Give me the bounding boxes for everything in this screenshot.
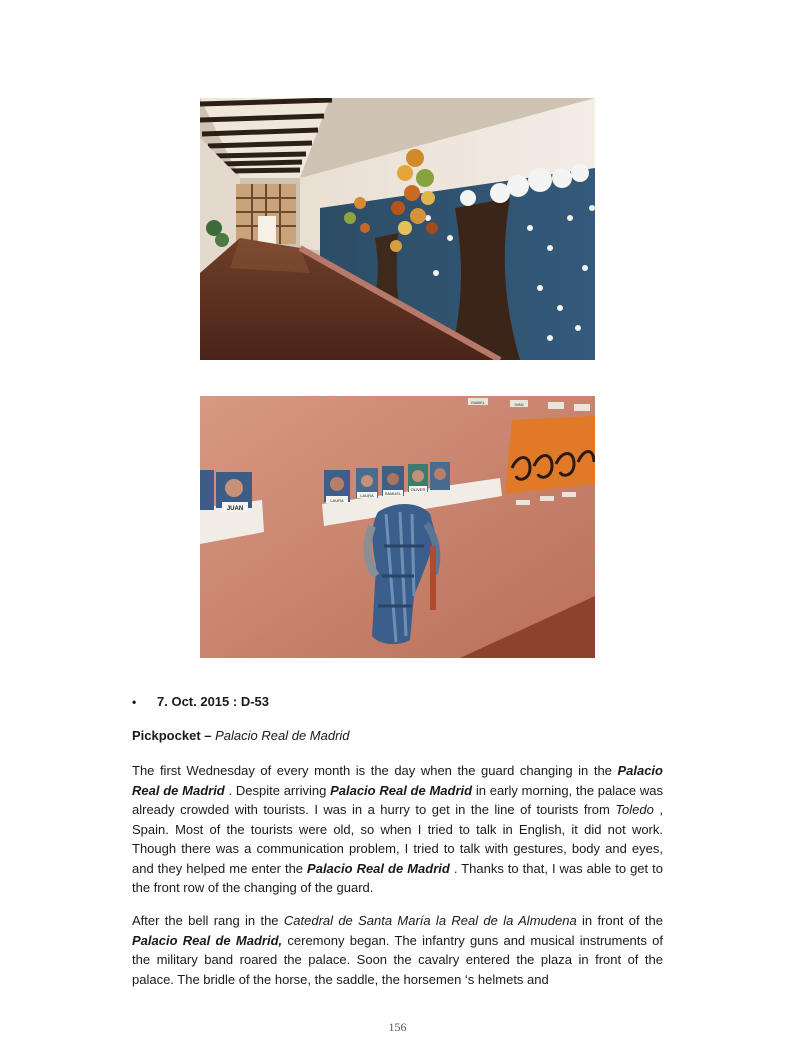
name-card-label: OLIVER [410,487,426,492]
name-card-label: LAURA [360,493,374,498]
page-number: 156 [388,1020,407,1034]
name-card-label: ISABEL [470,400,486,405]
city-name: Toledo [615,802,654,817]
name-card-label: IVAN [514,402,524,407]
paragraph-text: . Thanks to that, I was able to get to the front row of the changing of the guard. [132,860,663,895]
place-name: Palacio Real de Madrid [330,782,473,798]
place-name: Palacio Real de Madrid [307,860,450,876]
name-card-label: LAURA [330,498,344,503]
entry-date-line [132,694,269,709]
bullet: • [132,695,137,709]
entry-subheading [132,728,350,743]
name-card-label: SAMUEL [384,491,402,496]
hallway-photo [200,98,595,360]
subheading-place: Palacio Real de Madrid [215,728,350,743]
subheading-prefix: Pickpocket – [132,728,212,743]
coat-hook-wall-photo [200,396,595,658]
paragraph-text: ceremony began. The infantry guns and musical instruments of the military band roared the palace. Soon the cavalry entered the plaza in front of the palace. The bridle of the horse, the saddle, the horsemen ‘s helmets and [132,932,663,987]
paragraph-text: in front of the [582,913,664,928]
paragraph-text: , Spain. Most of the tourists were old, so when I tried to talk in English, it did not work. Though there was a communication problem, I tried to talk with gestures, body and eyes, and they helped me enter the [132,802,663,876]
school-hallway-mural-photo-icon [200,98,595,360]
cathedral-name: Catedral de Santa María la Real de la Almudena [283,913,577,928]
paragraph-guard-changing [132,761,663,898]
paragraph-text: . Despite arriving [228,782,327,798]
paragraph-text: After the bell rang in the [132,913,279,928]
entry-date: 7. Oct. 2015 : D-53 [157,694,269,709]
paragraph-text: The first Wednesday of every month is the day when the guard changing in the [132,763,612,778]
place-name: Palacio Real de Madrid, [132,932,283,948]
place-name: Palacio Real de Madrid [132,763,663,798]
paragraph-ceremony [132,911,663,989]
paragraph-text: in early morning, the palace was already crowded with tourists. I was in a hurry to get in the line of tourists from [132,782,663,817]
classroom-wall-coat-hooks-photo-icon [200,396,595,658]
name-card-label: JUAN [226,506,244,512]
